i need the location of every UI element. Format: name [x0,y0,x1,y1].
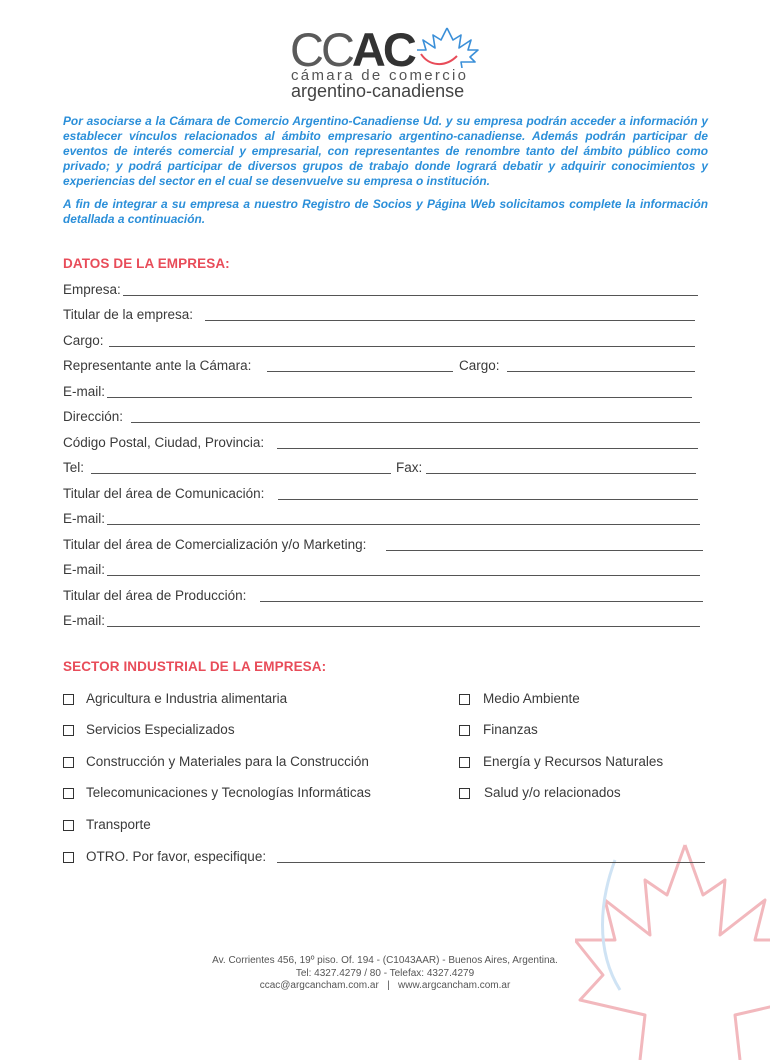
sector-option-label: Construcción y Materiales para la Construcción [86,754,369,769]
representante-line[interactable] [267,371,453,372]
footer [0,955,770,993]
comercializacion-field[interactable] [63,535,708,555]
representante-label: Representante ante la Cámara: [63,358,252,373]
email-field-1[interactable] [63,382,703,402]
sector-option-label: Salud y/o relacionados [484,785,621,800]
sector-option-medio-ambiente[interactable] [459,689,659,709]
email-label-1: E-mail: [63,384,106,399]
cargo-label: Cargo: [63,333,104,348]
empresa-label: Empresa: [63,282,121,297]
direccion-line[interactable] [131,422,700,423]
comercializacion-label: Titular del área de Comercialización y/o Marketing: [63,537,367,552]
checkbox[interactable] [63,725,74,736]
email-line-3[interactable] [107,575,700,576]
checkbox[interactable] [459,694,470,705]
sector-option-label: Telecomunicaciones y Tecnologías Informáticas [86,785,371,800]
maple-leaf-logo-icon [417,26,479,68]
titular-field[interactable] [63,305,703,325]
footer-contact: ccac@argcancham.com.ar | www.argcancham.com.ar [259,980,511,991]
logo-mark: CCAC [290,23,414,76]
sector-option-label: Medio Ambiente [483,691,580,706]
codigo-postal-line[interactable] [277,448,698,449]
comunicacion-field[interactable] [63,484,703,504]
sector-option-label: Servicios Especializados [86,722,235,737]
direccion-label: Dirección: [63,409,124,424]
checkbox[interactable] [63,694,74,705]
representante-cargo-line[interactable] [507,371,695,372]
footer-address: Av. Corrientes 456, 19º piso. Of. 194 - (C1043AAR) - Buenos Aires, Argentina. [212,955,558,966]
representante-field[interactable] [63,356,703,376]
sector-option-construccion[interactable] [63,752,443,772]
checkbox[interactable] [63,757,74,768]
logo-subtitle-line2: argentino-canadiense [291,81,465,101]
checkbox[interactable] [459,725,470,736]
sector-option-label: Finanzas [483,722,538,737]
footer-phones: Tel: 4327.4279 / 80 - Telefax: 4327.4279 [295,967,475,979]
tel-label: Tel: [63,460,85,475]
produccion-line[interactable] [260,601,703,602]
sector-option-label: OTRO. Por favor, especifique: [86,849,267,864]
intro-paragraph-1: Por asociarse a la Cámara de Comercio Argentino-Canadiense Ud. y su empresa podrán acceder a información y establecer vínculos relacionados al ámbito empresario argentino-canadiense. Además podrán participar de eventos de interés comercial y empresarial, con representantes de renombre tanto del ámbito público como privado; y podrá participar de diversos grupos de trabajo donde logrará debatir y adquirir conocimientos y experiencias del sector en el cual se desenvuelve su empresa o institución. [63,114,708,188]
email-label-4: E-mail: [63,613,106,628]
checkbox[interactable] [459,757,470,768]
email-label-3: E-mail: [63,562,106,577]
codigo-postal-field[interactable] [63,433,703,453]
sector-option-label: Agricultura e Industria alimentaria [86,691,288,706]
email-label-2: E-mail: [63,511,106,526]
logo-subtitle-line1: cámara de comercio [291,67,469,84]
sector-title: SECTOR INDUSTRIAL DE LA EMPRESA: [63,659,327,674]
checkbox[interactable] [63,788,74,799]
sector-option-label: Transporte [86,817,151,832]
comunicacion-line[interactable] [278,499,698,500]
cargo-field[interactable] [63,331,703,351]
company-data-title: DATOS DE LA EMPRESA: [63,256,230,271]
email-line-4[interactable] [107,626,700,627]
codigo-postal-label: Código Postal, Ciudad, Provincia: [63,435,265,450]
email-field-3[interactable] [63,560,703,580]
empresa-field[interactable] [63,280,703,300]
intro-paragraph-2: A fin de integrar a su empresa a nuestro Registro de Socios y Página Web solicitamos complete la información detallada a continuación. [63,197,708,226]
otro-specify-line[interactable] [277,862,705,863]
tel-fax-field[interactable] [63,458,703,478]
representante-cargo-label: Cargo: [459,358,500,373]
checkbox[interactable] [459,788,470,799]
fax-line[interactable] [426,473,696,474]
direccion-field[interactable] [63,407,703,427]
sector-option-telecom[interactable] [63,783,443,803]
produccion-label: Titular del área de Producción: [63,588,247,603]
comunicacion-label: Titular del área de Comunicación: [63,486,265,501]
email-line-1[interactable] [107,397,692,398]
titular-label: Titular de la empresa: [63,307,194,322]
sector-option-energia[interactable] [459,752,689,772]
checkbox[interactable] [63,852,74,863]
empresa-line[interactable] [123,295,698,296]
sector-option-transporte[interactable] [63,815,443,835]
maple-leaf-watermark [575,840,770,1060]
sector-option-servicios[interactable] [63,720,443,740]
email-field-4[interactable] [63,611,703,631]
sector-option-salud[interactable] [459,783,689,803]
produccion-field[interactable] [63,586,708,606]
sector-option-label: Energía y Recursos Naturales [483,754,664,769]
email-line-2[interactable] [107,524,700,525]
titular-line[interactable] [205,320,695,321]
email-field-2[interactable] [63,509,703,529]
sector-option-otro[interactable] [63,847,708,867]
ccac-logo [285,23,495,106]
cargo-line[interactable] [109,346,695,347]
comercializacion-line[interactable] [386,550,703,551]
sector-option-agricultura[interactable] [63,689,443,709]
checkbox[interactable] [63,820,74,831]
sector-option-finanzas[interactable] [459,720,659,740]
tel-line[interactable] [91,473,391,474]
fax-label: Fax: [396,460,423,475]
